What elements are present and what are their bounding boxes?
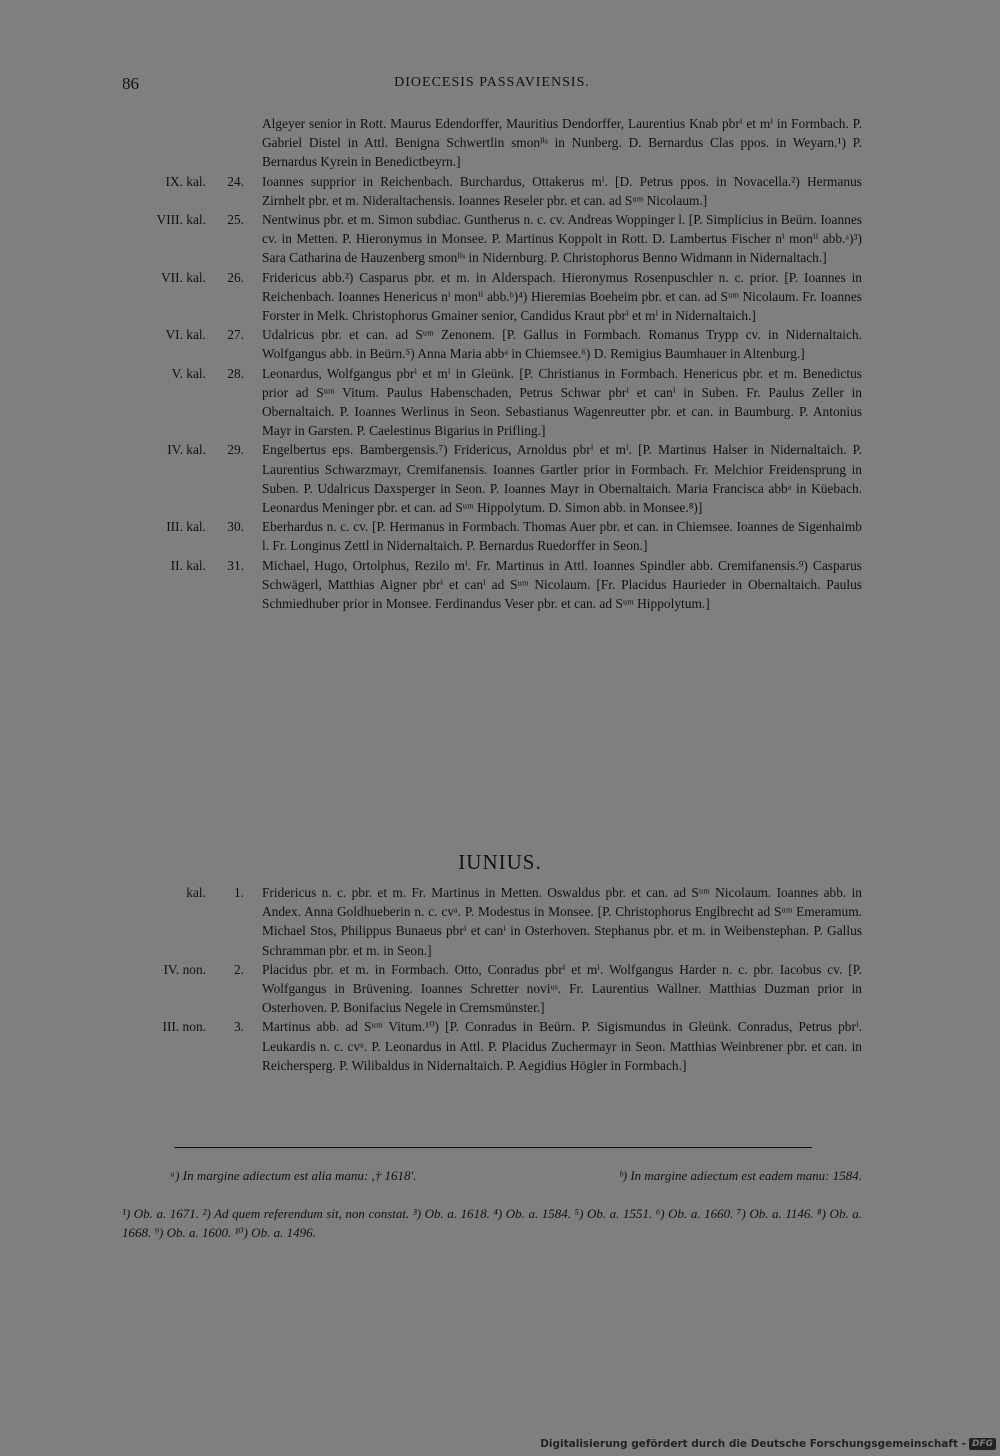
necrology-entry (100, 1017, 880, 1075)
dfg-logo: DFG (969, 1438, 996, 1450)
entry-text: Michael, Hugo, Ortolphus, Rezilo mⁱ. Fr. Martinus in Attl. Ioannes Spindler abb. Cremifanensis.⁹) Casparus Schwägerl, Matthias Aigner pbrⁱ et canⁱ ad Sᵘᵐ Nicolaum. [Fr. Placidus Haurieder in Obernaltaich. Paulus Schmiedhuber prior in Monsee. Ferdinandus Veser pbr. et can. ad Sᵘᵐ Hippolytum.] (262, 557, 862, 612)
entry-date: VII. kal. (161, 269, 206, 285)
necrology-entry (100, 883, 880, 960)
necrology-entry (100, 210, 880, 268)
entry-day-number: 28. (227, 365, 244, 381)
entry-text: Nentwinus pbr. et m. Simon subdiac. Guntherus n. c. cv. Andreas Woppinger l. [P. Simplicius in Beürn. Ioannes cv. in Metten. P. Hieronymus in Monsee. P. Martinus Koppolt in Rott. D. Lambertus Fischer nⁱ monⁱⁱ abb.ᵃ)³) Sara Catharina de Hauzenberg smonˡⁱˢ in Nidernburg. P. Christophorus Benno Widmann in Nidernaltach.] (262, 212, 862, 266)
entry-day-number: 3. (233, 1019, 244, 1035)
credit-text: Digitalisierung gefördert durch die Deutsche Forschungsgemeinschaft - (540, 1438, 966, 1450)
footnote-b: ᵇ) In margine adiectum est eadem manu: 1584. (619, 1168, 862, 1183)
entry-date: II. kal. (170, 557, 206, 573)
necrology-entry (100, 268, 880, 326)
footnotes-letters (122, 1166, 862, 1185)
entry-day-number: 24. (227, 173, 244, 189)
necrology-entry (100, 440, 880, 517)
entry-day-number: 29. (227, 442, 244, 458)
entry-day-number: 30. (227, 519, 244, 535)
necrology-entry (100, 172, 880, 210)
entry-date: IV. kal. (167, 442, 206, 458)
entry-text: Eberhardus n. c. cv. [P. Hermanus in Formbach. Thomas Auer pbr. et can. in Chiemsee. Ioannes de Sigenhaimb l. Fr. Longinus Zettl in Nidernaltaich. P. Bernardus Ruedorffer in Seon.] (262, 519, 862, 554)
entry-text: Fridericus abb.²) Casparus pbr. et m. in Alderspach. Hieronymus Rosenpuschler n. c. prior. [P. Ioannes in Reichenbach. Ioannes Henericus nⁱ monⁱⁱ abb.ᵇ)⁴) Hieremias Boeheim pbr. et can. ad Sᵘᵐ Nicolaum. Fr. Ioannes Forster in Melk. Christophorus Gmainer senior, Candidus Kraut pbrⁱ et mⁱ in Nidernaltaich.] (262, 269, 862, 324)
necrology-entry (100, 960, 880, 1018)
necrology-entry (100, 364, 880, 441)
page-header (122, 74, 862, 98)
entry-text: Fridericus n. c. pbr. et m. Fr. Martinus in Metten. Oswaldus pbr. et can. ad Sᵘᵐ Nicolaum. Ioannes abb. in Andex. Anna Goldhueberin n. c. cvᵃ. P. Modestus in Monsee. [P. Christophorus Englbrecht ad Sᵘᵐ Emeramum. Michael Stos, Philippus Bunaeus pbrⁱ et canⁱ in Osterhoven. Stephanus pbr. et m. in Weibenstephan. P. Gallus Schramman pbr. et m. in Seon.] (262, 885, 862, 958)
entry-date: III. non. (162, 1019, 206, 1035)
digitization-credit (540, 1438, 996, 1450)
entry-date: III. kal. (166, 519, 206, 535)
entry-text: Algeyer senior in Rott. Maurus Edendorffer, Mauritius Dendorffer, Laurentius Knab pbrⁱ et mⁱ in Formbach. P. Gabriel Distel in Attl. Benigna Schwertlin smonˡⁱˢ in Nunberg. D. Bernardus Clas ppos. in Weyarn.¹) P. Bernardus Kyrein in Benedictbeyrn.] (262, 116, 862, 170)
entry-day-number: 1. (233, 885, 244, 900)
entry-day-number: 25. (227, 212, 244, 228)
necrology-entry (100, 325, 880, 363)
entry-text: Martinus abb. ad Sᵘᵐ Vitum.¹⁰) [P. Conradus in Beürn. P. Sigismundus in Gleünk. Conradus, Petrus pbrⁱ. Leukardis n. c. cvᵃ. P. Leonardus in Attl. P. Placidus Zuchermayr in Seon. Matthias Weinbrener pbr. et can. in Reichersperg. P. Wilibaldus in Nidernaltaich. P. Aegidius Högler in Formbach.] (262, 1019, 862, 1073)
necrology-entry (100, 556, 880, 614)
entry-text: Engelbertus eps. Bambergensis.⁷) Fridericus, Arnoldus pbrⁱ et mⁱ. [P. Martinus Halser in Nidernaltaich. P. Laurentius Schwarzmayr, Cremifanensis. Ioannes Gartler prior in Formbach. Fr. Melchior Freidensprung in Suben. P. Udalricus Daxsperger in Seon. P. Ioannes Mayr in Obernaltaich. Maria Francisca abbᵃ in Küebach. Leonardus Meninger pbr. et can. ad Sᵘᵐ Hippolytum. D. Simon abb. in Monsee.⁸)] (262, 442, 862, 516)
necrology-entries-may (100, 114, 880, 613)
entry-day-number: 2. (233, 961, 244, 977)
page-number: 86 (122, 74, 139, 93)
entry-date: IV. non. (163, 961, 206, 977)
footnotes-numbered: ¹) Ob. a. 1671. ²) Ad quem referendum sit, non constat. ³) Ob. a. 1618. ⁴) Ob. a. 1584. ⁵) Ob. a. 1551. ⁶) Ob. a. 1660. ⁷) Ob. a. 1146. ⁸) Ob. a. 1668. ⁹) Ob. a. 1600. ¹⁰) Ob. a. 1496. (122, 1206, 862, 1240)
entry-day-number: 27. (227, 327, 244, 343)
entry-date: IX. kal. (165, 173, 206, 189)
entry-text: Udalricus pbr. et can. ad Sᵘᵐ Zenonem. [P. Gallus in Formbach. Romanus Trypp cv. in Nidernaltaich. Wolfgangus abb. in Beürn.⁵) Anna Maria abbᵃ in Chiemsee.⁶) D. Remigius Baumhauer in Altenburg.] (262, 327, 862, 362)
entry-date: kal. (186, 885, 206, 900)
entry-day-number: 31. (227, 557, 244, 573)
entry-text: Placidus pbr. et m. in Formbach. Otto, Conradus pbrⁱ et mⁱ. Wolfgangus Harder n. c. pbr. Iacobus cv. [P. Wolfgangus in Brüvening. Ioannes Schretter noviᵘˢ. Fr. Laurentius Wallner. Matthias Duzman prior in Osterhoven. P. Bonifacius Negele in Cremsmünster.] (262, 961, 862, 1016)
entry-day-number: 26. (227, 269, 244, 285)
footnote-rule (174, 1147, 812, 1148)
entry-date: V. kal. (171, 365, 206, 381)
entry-text: Ioannes supprior in Reichenbach. Burchardus, Ottakerus mⁱ. [D. Petrus ppos. in Novacella.²) Hermanus Zirnhelt pbr. et m. Nideraltachensis. Ioannes Reseler pbr. et can. ad Sᵘᵐ Nicolaum.] (262, 173, 862, 208)
entry-text: Leonardus, Wolfgangus pbrⁱ et mⁱ in Gleünk. [P. Christianus in Formbach. Henericus pbr. et m. Benedictus prior ad Sᵘᵐ Vitum. Paulus Habenschaden, Petrus Schwar pbrⁱ et canⁱ in Suben. Fr. Paulus Zeller in Obernaltaich. P. Ioannes Werlinus in Seon. Sebastianus Wagenreutter pbr. et can. in Baumburg. P. Antonius Mayr in Garsten. P. Caelestinus Bigarius in Prifling.] (262, 365, 862, 439)
entry-date: VI. kal. (165, 327, 206, 343)
necrology-entry (100, 517, 880, 555)
month-heading: IUNIUS. (458, 850, 542, 874)
entry-date: VIII. kal. (156, 212, 206, 228)
running-head: DIOECESIS PASSAVIENSIS. (394, 75, 590, 90)
necrology-entries-june (100, 883, 880, 1075)
necrology-entry (100, 114, 880, 172)
footnote-a: ᵃ) In margine adiectum est alia manu: ,† 1618'. (170, 1168, 417, 1183)
